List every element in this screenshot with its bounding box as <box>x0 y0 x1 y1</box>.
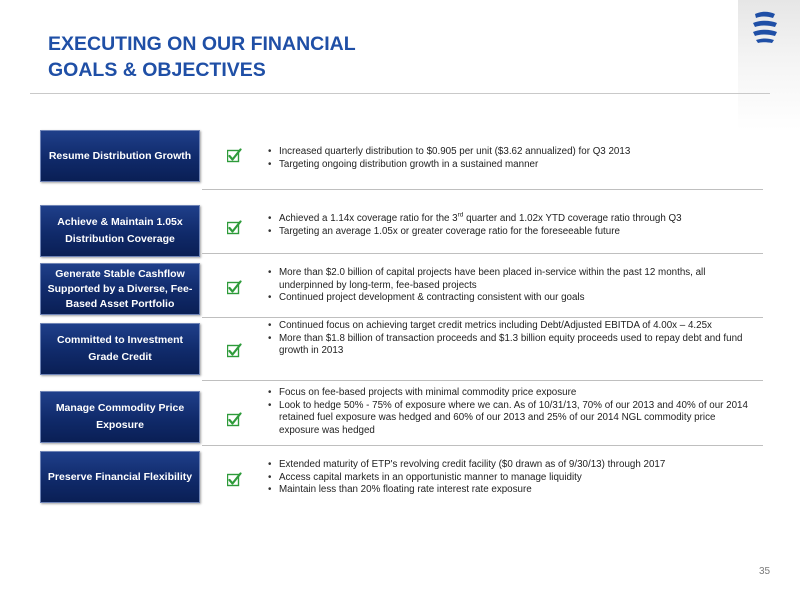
checkbox-checked-icon <box>227 472 242 487</box>
bullet-list <box>268 267 758 305</box>
title-line-1: EXECUTING ON OUR FINANCIAL <box>48 33 356 55</box>
bullet-list <box>268 387 758 437</box>
goal-label: Committed to Investment Grade Credit <box>40 323 200 375</box>
bullet-list <box>268 146 758 171</box>
row-divider <box>202 445 763 446</box>
page-number: 35 <box>759 566 771 577</box>
bullet-list <box>268 459 758 497</box>
goal-label: Generate Stable Cashflow Supported by a Diverse, Fee-Based Asset Portfolio <box>40 263 200 315</box>
row-divider <box>202 189 763 190</box>
row-divider <box>202 253 763 254</box>
bullet-item: • Continued project development & contracting consistent with our goals <box>268 292 758 305</box>
bullet-item: • More than $1.8 billion of transaction proceeds and $1.3 billion equity proceeds used to repay debt and fund growth in 2013 <box>268 333 758 358</box>
row-divider <box>202 380 763 381</box>
checkbox-checked-icon <box>227 412 242 427</box>
bullet-item: • Targeting an average 1.05x or greater coverage ratio for the foreseeable future <box>268 226 758 239</box>
goal-label: Achieve & Maintain 1.05x Distribution Coverage <box>40 205 200 257</box>
bullet-text: quarter and 1.02x YTD coverage ratio through Q3 <box>463 213 682 224</box>
bullet-item: • Targeting ongoing distribution growth in a sustained manner <box>268 159 758 172</box>
bullet-list <box>268 320 758 358</box>
checkbox-checked-icon <box>227 280 242 295</box>
company-logo-icon <box>749 10 779 44</box>
row-divider <box>202 317 763 318</box>
bullet-item <box>268 213 758 226</box>
page-title <box>48 31 668 83</box>
bullet-item: • More than $2.0 billion of capital projects have been placed in-service within the past 12 months, all underpinned by long-term, fee-based projects <box>268 267 758 292</box>
checkbox-checked-icon <box>227 220 242 235</box>
checkbox-checked-icon <box>227 148 242 163</box>
title-line-2: GOALS & OBJECTIVES <box>48 59 266 81</box>
checkbox-checked-icon <box>227 343 242 358</box>
goal-label: Resume Distribution Growth <box>40 130 200 182</box>
title-divider <box>30 93 770 94</box>
goal-label: Manage Commodity Price Exposure <box>40 391 200 443</box>
bullet-item: • Maintain less than 20% floating rate interest rate exposure <box>268 484 758 497</box>
ordinal-superscript: rd <box>457 211 464 219</box>
goal-label: Preserve Financial Flexibility <box>40 451 200 503</box>
bullet-item: • Access capital markets in an opportunistic manner to manage liquidity <box>268 472 758 485</box>
bullet-item: • Look to hedge 50% - 75% of exposure where we can. As of 10/31/13, 70% of our 2013 and 40% of our 2014 retained fuel exposure was hedged and 60% of our 2013 and 25% of our 2014 NGL commodity price exposure was hedged <box>268 400 758 438</box>
bullet-item: • Focus on fee-based projects with minimal commodity price exposure <box>268 387 758 400</box>
bullet-item: • Continued focus on achieving target credit metrics including Debt/Adjusted EBITDA of 4.00x – 4.25x <box>268 320 758 333</box>
bullet-list <box>268 213 758 238</box>
bullet-item: • Increased quarterly distribution to $0.905 per unit ($3.62 annualized) for Q3 2013 <box>268 146 758 159</box>
bullet-item: • Extended maturity of ETP's revolving credit facility ($0 drawn as of 9/30/13) through 2017 <box>268 459 758 472</box>
bullet-text: Achieved a 1.14x coverage ratio for the 3 <box>279 213 458 224</box>
